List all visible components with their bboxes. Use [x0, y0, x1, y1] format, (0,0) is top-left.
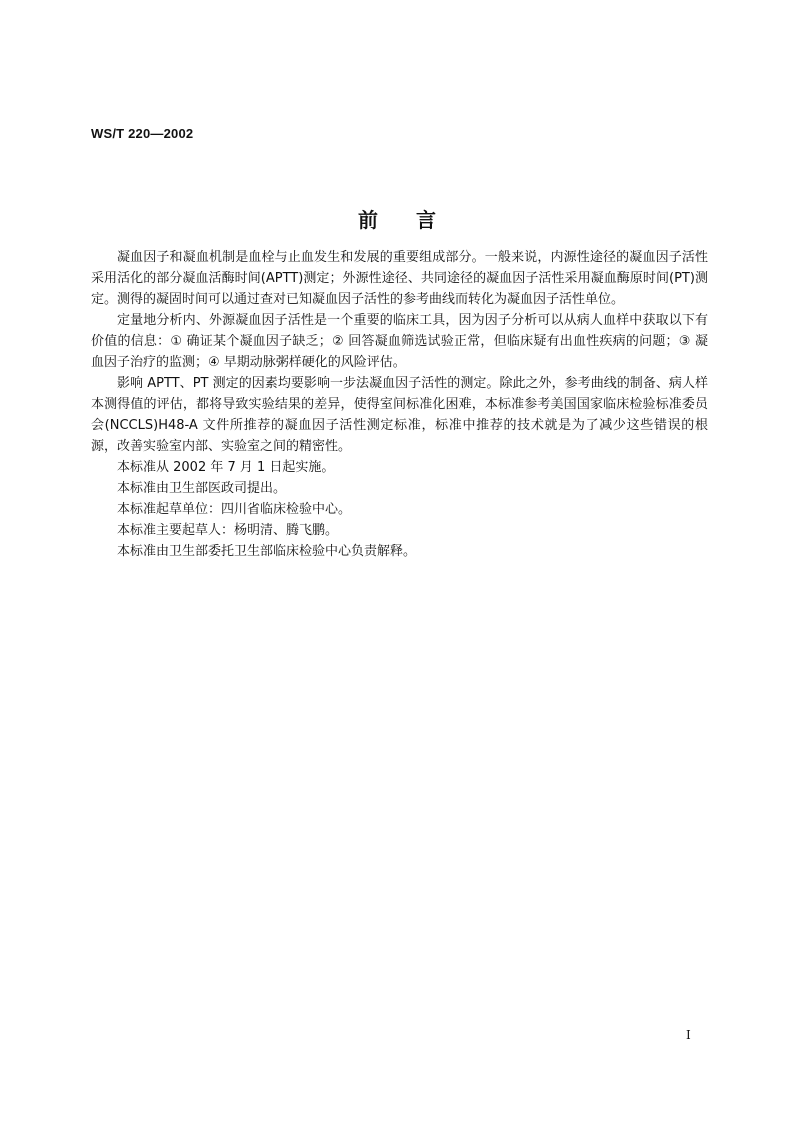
- paragraph-proposer: 本标准由卫生部医政司提出。: [117, 481, 287, 496]
- paragraph-effective-date: 本标准从 2002 年 7 月 1 日起实施。: [117, 460, 335, 475]
- paragraph-drafting-unit: 本标准起草单位：四川省临床检验中心。: [117, 502, 352, 517]
- paragraph-interpretation: 本标准由卫生部委托卫生部临床检验中心负责解释。: [117, 544, 417, 559]
- paragraph-factors: 影响 APTT、PT 测定的因素均要影响一步法凝血因子活性的测定。除此之外，参考曲线的制备、病人样本测得值的评估，都将导致实验结果的差异，使得室间标准化困难，本标准参考美国国家临床检验标准委员会(NCCLS)H48-A 文件所推荐的凝血因子活性测定标准，标准中推荐的技术就是为了减少这些错误的根源，改善实验室内部、实验室之间的精密性。: [91, 376, 708, 454]
- page-title: 前言: [358, 208, 474, 232]
- paragraph-drafters: 本标准主要起草人：杨明清、腾飞鹏。: [117, 523, 339, 538]
- paragraph-analysis: 定量地分析内、外源凝血因子活性是一个重要的临床工具，因为因子分析可以从病人血样中获取以下有价值的信息：① 确证某个凝血因子缺乏；② 回答凝血筛选试验正常，但临床疑有出血性疾病的问题；③ 凝血因子治疗的监测；④ 早期动脉粥样硬化的风险评估。: [91, 313, 708, 370]
- page-number: I: [686, 1028, 691, 1042]
- preface-body: [91, 247, 708, 562]
- document-code: WS/T 220—2002: [91, 126, 194, 141]
- paragraph-intro: 凝血因子和凝血机制是血栓与止血发生和发展的重要组成部分。一般来说，内源性途径的凝血因子活性采用活化的部分凝血活酶时间(APTT)测定；外源性途径、共同途径的凝血因子活性采用凝血酶原时间(PT)测定。测得的凝固时间可以通过查对已知凝血因子活性的参考曲线而转化为凝血因子活性单位。: [91, 250, 708, 307]
